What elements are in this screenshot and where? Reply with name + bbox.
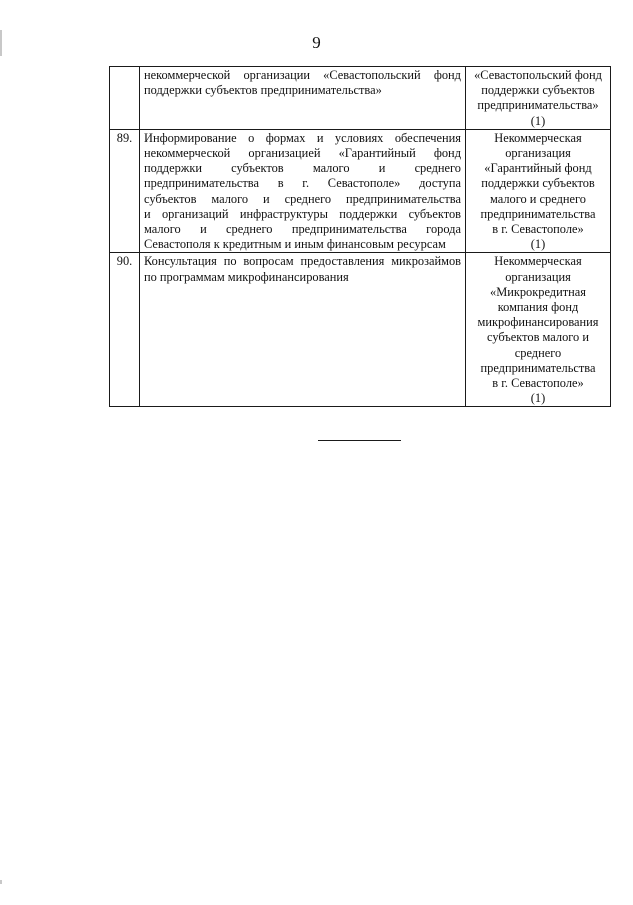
service-description bbox=[140, 67, 466, 130]
organization-line: в г. Севастополе» bbox=[492, 376, 584, 391]
organization-line: среднего bbox=[514, 345, 562, 360]
organization-line: предпринимательства» bbox=[477, 98, 599, 113]
responsible-organization bbox=[466, 67, 611, 130]
organization-line: (1) bbox=[530, 113, 546, 128]
organization-line: малого и среднего bbox=[490, 191, 586, 206]
description-line: поддержки субъектов малого и среднего bbox=[144, 161, 461, 176]
organization-line: «Севастопольский фонд bbox=[474, 68, 602, 82]
description-line: малого и среднего предпринимательства города bbox=[144, 222, 461, 237]
description-line: поддержки субъектов предпринимательства» bbox=[144, 83, 382, 98]
table-row bbox=[110, 67, 611, 130]
description-line: по программам микрофинансирования bbox=[144, 269, 349, 284]
organization-line: организация bbox=[505, 146, 571, 161]
description-line: некоммерческой организацией «Гарантийный фонд bbox=[144, 146, 461, 161]
description-line: и организаций инфраструктуры поддержки субъектов bbox=[144, 206, 461, 221]
scan-edge-mark bbox=[0, 880, 2, 884]
description-line: предпринимательства в г. Севастополе» доступа bbox=[144, 176, 461, 191]
row-number: 90. bbox=[110, 253, 140, 407]
organization-line: (1) bbox=[530, 237, 546, 252]
organization-line: поддержки субъектов bbox=[481, 176, 595, 191]
organization-line: поддержки субъектов bbox=[481, 83, 595, 98]
service-description bbox=[140, 253, 466, 407]
organization-line: (1) bbox=[530, 391, 546, 406]
table-row bbox=[110, 253, 611, 407]
description-line: субъектов малого и среднего предпринимательства bbox=[144, 191, 461, 206]
description-line: Консультация по вопросам предоставления микрозаймов bbox=[144, 254, 461, 269]
end-separator-line bbox=[318, 440, 401, 441]
responsible-organization bbox=[466, 253, 611, 407]
organization-line: компания фонд bbox=[497, 300, 579, 315]
organization-line: Некоммерческая bbox=[494, 130, 582, 145]
organization-line: предпринимательства bbox=[480, 206, 596, 221]
organization-line: организация bbox=[505, 269, 571, 284]
organization-line: предпринимательства bbox=[480, 360, 596, 375]
organization-line: в г. Севастополе» bbox=[492, 222, 584, 237]
row-number bbox=[110, 67, 140, 130]
table-row bbox=[110, 129, 611, 253]
service-description bbox=[140, 129, 466, 253]
organization-line: «Гарантийный фонд bbox=[484, 161, 592, 176]
organization-line: микрофинансирования bbox=[477, 315, 599, 330]
row-number: 89. bbox=[110, 129, 140, 253]
organization-line: субъектов малого и bbox=[487, 330, 589, 345]
description-line: Информирование о формах и условиях обеспечения bbox=[144, 130, 461, 145]
organization-line: «Микрокредитная bbox=[490, 284, 586, 299]
responsible-organization bbox=[466, 129, 611, 253]
organization-line: Некоммерческая bbox=[494, 254, 582, 269]
description-line: некоммерческой организации «Севастопольский фонд bbox=[144, 68, 461, 82]
services-table bbox=[109, 66, 611, 407]
page-number: 9 bbox=[312, 33, 321, 52]
description-line: Севастополя к кредитным и иным финансовым ресурсам bbox=[144, 237, 446, 252]
